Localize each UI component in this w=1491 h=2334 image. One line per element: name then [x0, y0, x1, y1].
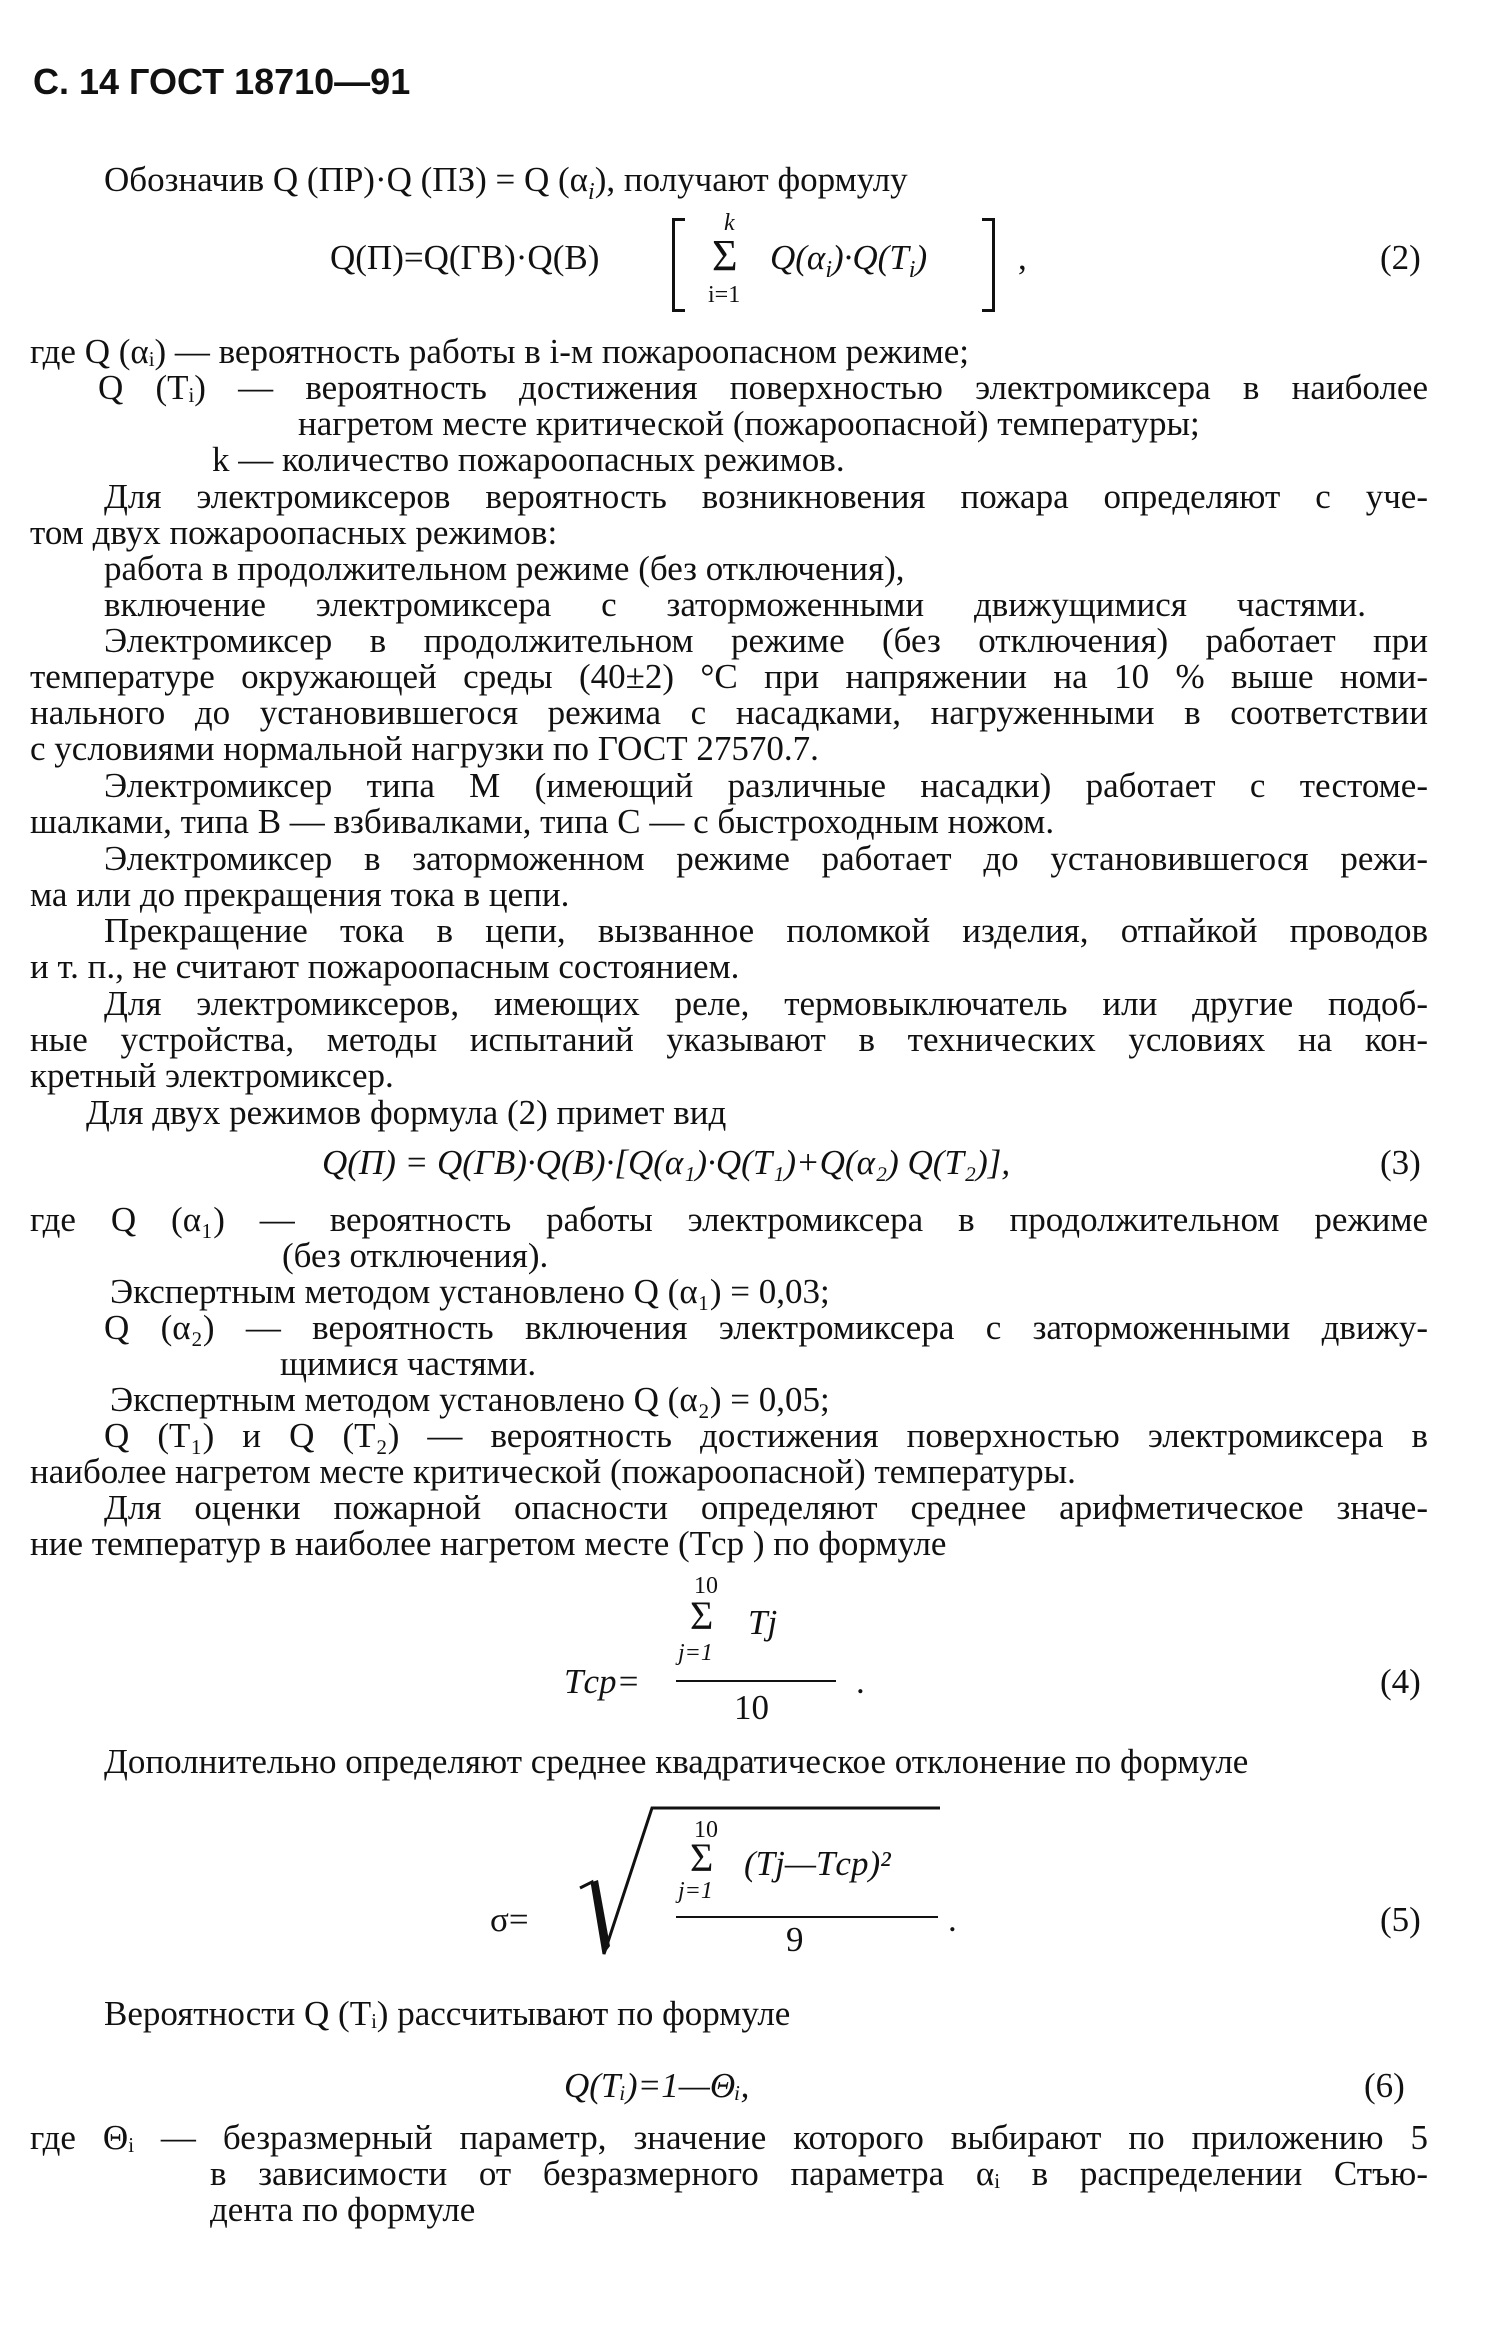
- equation-2-bracket-left: [672, 218, 685, 312]
- body-line: работа в продолжительном режиме (без отключения),: [104, 549, 905, 588]
- body-line: Прекращение тока в цепи, вызванное поломкой изделия, отпайкой проводов: [104, 911, 1428, 950]
- equation-2-body-part2: )·Q(T: [831, 238, 909, 277]
- equation-2-number: (2): [1380, 238, 1421, 277]
- body-line: кретный электромиксер.: [30, 1056, 394, 1095]
- intro-text: Обозначив Q (ПР)·Q (ПЗ) = Q (α: [104, 160, 589, 199]
- body-line: Электромиксер типа М (имеющий различные насадки) работает с тестоме-: [104, 766, 1428, 805]
- definition-line: k — количество пожароопасных режимов.: [212, 440, 845, 479]
- body-line: Электромиксер в продолжительном режиме (без отключения) работает при: [104, 621, 1428, 660]
- body-line: том двух пожароопасных режимов:: [30, 513, 558, 552]
- body-line: Для электромиксеров вероятность возникновения пожара определяют с уче-: [104, 477, 1428, 516]
- definition-line: дента по формуле: [210, 2190, 476, 2229]
- intro-text-end: ), получают формулу: [594, 160, 908, 199]
- definition-line: где Q (α₁) — вероятность работы электромиксера в продолжительном режиме: [30, 1200, 1428, 1239]
- body-line: Электромиксер в заторможенном режиме работает до установившегося режи-: [104, 839, 1428, 878]
- equation-5-sum-top: 10: [694, 1817, 718, 1843]
- equation-2-body-part1: Q(α: [770, 238, 826, 277]
- body-line: нального до установившегося режима с насадками, нагруженными в соответствии: [30, 693, 1428, 732]
- body-line: Для оценки пожарной опасности определяют среднее арифметическое значе-: [104, 1488, 1428, 1527]
- equation-2-comma: ,: [1018, 238, 1027, 277]
- definition-line: (без отключения).: [282, 1236, 549, 1275]
- equation-2-sum-bottom: i=1: [708, 282, 741, 308]
- equation-5-sigma: Σ: [690, 1835, 714, 1880]
- equation-5-denominator: 9: [786, 1920, 804, 1959]
- equation-2-bracket-right: [982, 218, 995, 312]
- equation-5-lhs: σ=: [490, 1900, 529, 1939]
- equation-2-lhs: Q(П)=Q(ГВ)·Q(В): [330, 238, 600, 277]
- body-line: включение электромиксера с заторможенными движущимися частями.: [104, 585, 1366, 624]
- equation-5-number: (5): [1380, 1900, 1421, 1939]
- body-line: ма или до прекращения тока в цепи.: [30, 875, 570, 914]
- definition-line: где Θᵢ — безразмерный параметр, значение которого выбирают по приложению 5: [30, 2118, 1428, 2157]
- intro-sub: i: [588, 179, 595, 205]
- equation-4-number: (4): [1380, 1662, 1421, 1701]
- equation-6: Q(Tᵢ)=1—Θᵢ,: [564, 2066, 750, 2105]
- equation-2-body-sub2: i: [908, 257, 916, 283]
- equation-4-period: .: [856, 1662, 865, 1701]
- equation-2-body: [770, 238, 927, 283]
- equation-4-lhs: Tср=: [564, 1662, 641, 1701]
- definition-line: Экспертным методом установлено Q (α₂) = 0,05;: [110, 1380, 830, 1419]
- intro-paragraph: [104, 160, 908, 205]
- body-line: шалками, типа В — взбивалками, типа С — с быстроходным ножом.: [30, 802, 1055, 841]
- definition-line: Q (T₁) и Q (T₂) — вероятность достижения поверхностью электромиксера в: [104, 1416, 1428, 1455]
- equation-4-sigma: Σ: [690, 1593, 714, 1638]
- definition-line: в зависимости от безразмерного параметра αᵢ в распределении Стъю-: [210, 2154, 1428, 2193]
- equation-5-period: .: [948, 1900, 957, 1939]
- definition-line: Q (Tᵢ) — вероятность достижения поверхностью электромиксера в наиболее: [98, 368, 1428, 407]
- definition-line: Q (α₂) — вероятность включения электромиксера с заторможенными движу-: [104, 1308, 1428, 1347]
- body-line: температуре окружающей среды (40±2) °С при напряжении на 10 % выше номи-: [30, 657, 1428, 696]
- equation-4-denominator: 10: [734, 1688, 769, 1727]
- definition-line: нагретом месте критической (пожароопасной) температуры;: [298, 404, 1200, 443]
- page-header: С. 14 ГОСТ 18710—91: [33, 61, 411, 102]
- definition-line: Экспертным методом установлено Q (α₁) = 0,03;: [110, 1272, 830, 1311]
- equation-4-sum-bottom: j=1: [678, 1640, 713, 1666]
- equation-2-sigma: Σ: [712, 231, 738, 280]
- equation-4-fraction-bar: [676, 1680, 836, 1682]
- body-line: ные устройства, методы испытаний указывают в технических условиях на кон-: [30, 1020, 1428, 1059]
- equation-3-number: (3): [1380, 1143, 1421, 1182]
- body-line: ние температур в наиболее нагретом месте (Tср ) по формуле: [30, 1524, 947, 1563]
- equation-6-number: (6): [1364, 2066, 1405, 2105]
- probability-paragraph: Вероятности Q (Tᵢ) рассчитывают по формуле: [104, 1994, 791, 2033]
- equation-5-sum-bottom: j=1: [678, 1878, 713, 1904]
- body-line: и т. п., не считают пожароопасным состоянием.: [30, 947, 740, 986]
- definition-line: где Q (αᵢ) — вероятность работы в i-м пожароопасном режиме;: [30, 332, 970, 371]
- definition-line: щимися частями.: [280, 1344, 537, 1383]
- equation-2-body-part3: ): [915, 238, 928, 277]
- equation-2-sum-top: k: [724, 210, 735, 236]
- equation-5-fraction-bar: [676, 1916, 938, 1918]
- equation-5-body: (Tj—Tср)²: [744, 1844, 891, 1883]
- equation-2-body-sub1: i: [825, 257, 832, 283]
- equation-4-sum-top: 10: [694, 1573, 718, 1599]
- definition-line: наиболее нагретом месте критической (пожароопасной) температуры.: [30, 1452, 1076, 1491]
- equation-3: Q(П) = Q(ГВ)·Q(В)·[Q(α₁)·Q(T₁)+Q(α₂) Q(T₂)],: [322, 1143, 1011, 1182]
- sigma-paragraph: Дополнительно определяют среднее квадратическое отклонение по формуле: [104, 1742, 1249, 1781]
- body-line: Для двух режимов формула (2) примет вид: [86, 1093, 727, 1132]
- equation-4-variable: Tj: [748, 1603, 778, 1642]
- body-line: Для электромиксеров, имеющих реле, термовыключатель или другие подоб-: [104, 984, 1428, 1023]
- body-line: с условиями нормальной нагрузки по ГОСТ 27570.7.: [30, 729, 819, 768]
